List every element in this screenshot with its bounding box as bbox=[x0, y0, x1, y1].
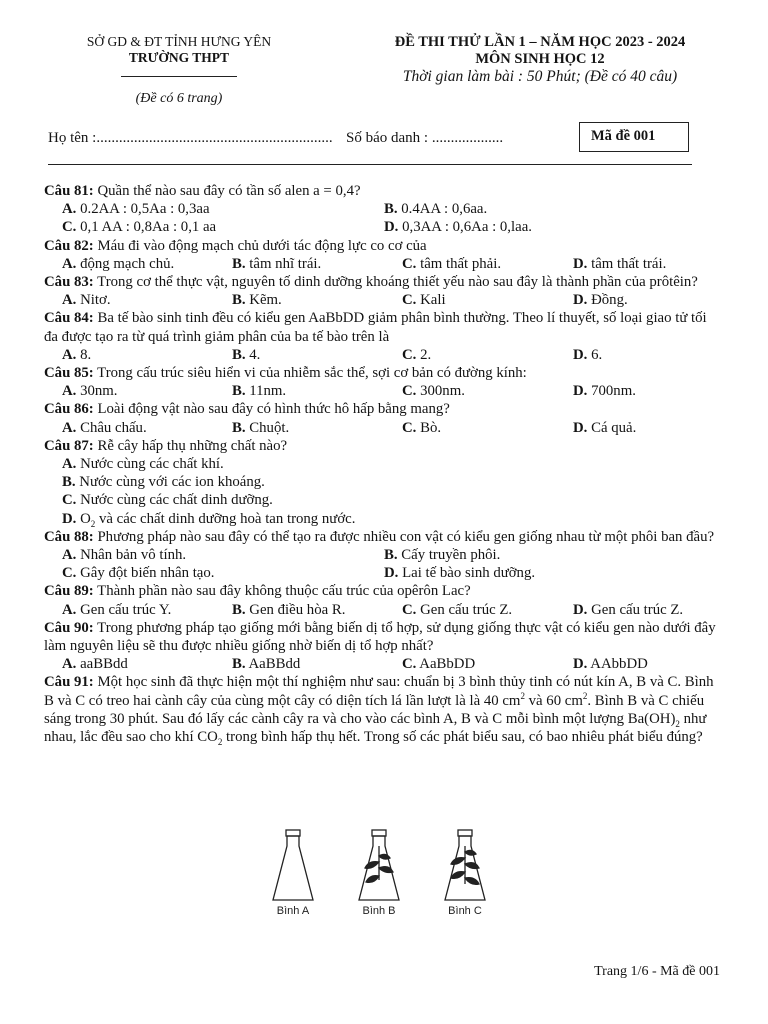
question-89: Câu 89: Thành phần nào sau đây không thuộc cấu trúc của opêrôn Lac? bbox=[44, 583, 471, 600]
option-b: B. tâm nhĩ trái. bbox=[232, 255, 322, 272]
option-d: D. 6. bbox=[573, 346, 603, 363]
option-a: A. Nhân bản vô tính. bbox=[62, 546, 187, 563]
options-86 bbox=[44, 419, 724, 437]
flasks-figure bbox=[254, 822, 524, 922]
options-81-row2 bbox=[44, 218, 724, 236]
question-86: Câu 86: Loài động vật nào sau đây có hình thức hô hấp bằng mang? bbox=[44, 401, 450, 418]
header-right bbox=[330, 34, 750, 85]
options-81-row1 bbox=[44, 200, 724, 218]
flask-a-image bbox=[273, 830, 313, 900]
options-88-row2 bbox=[44, 564, 724, 582]
flask-b-image bbox=[359, 830, 399, 900]
options-88-row1 bbox=[44, 546, 724, 564]
option-a: A. Gen cấu trúc Y. bbox=[62, 601, 172, 618]
option-c: C. 0,1 AA : 0,8Aa : 0,1 aa bbox=[62, 219, 217, 236]
flask-b-label: Bình B bbox=[362, 905, 396, 917]
option-c: C. 2. bbox=[402, 346, 432, 363]
flask-a-label: Bình A bbox=[276, 905, 310, 917]
option-a: A. 30nm. bbox=[62, 383, 118, 400]
option-a: A. aaBBdd bbox=[62, 656, 128, 673]
question-87: Câu 87: Rễ cây hấp thụ những chất nào? bbox=[44, 437, 288, 454]
time-info: Thời gian làm bài : 50 Phút; (Đề có 40 câu) bbox=[402, 68, 678, 85]
option-b: B. Chuột. bbox=[232, 419, 290, 436]
header-left bbox=[60, 34, 298, 107]
school-name: TRƯỜNG THPT bbox=[128, 50, 230, 65]
options-90 bbox=[44, 655, 724, 673]
option-d: D. Cá quả. bbox=[573, 419, 637, 436]
question-85: Câu 85: Trong cấu trúc siêu hiển vi của nhiễm sắc thể, sợi cơ bản có đường kính: bbox=[44, 364, 527, 381]
question-88: Câu 88: Phương pháp nào sau đây có thể tạo ra được nhiều con vật có kiểu gen giống nhau từ một phôi ban đầu? bbox=[44, 528, 715, 545]
options-84 bbox=[44, 346, 724, 364]
question-83: Câu 83: Trong cơ thể thực vật, nguyên tố dinh dưỡng khoáng thiết yếu nào sau đây là thành phần của prôtêin? bbox=[44, 273, 698, 290]
candidate-number-field: Số báo danh : ................... bbox=[346, 130, 504, 146]
option-c: C. AaBbDD bbox=[402, 656, 476, 673]
question-91: Câu 91: Một học sinh đã thực hiện một thí nghiệm như sau: chuẩn bị 3 bình thủy tinh có nút kín A, B và C. Bình B và C có treo hai cành cây của cùng một cây có diện tích lá lần lượt là là 40 $cm^2$ và 60 $cm^2$. Bình B và C chiếu sáng trong 30 phút. Sau đó lấy các cành cây ra và cho vào các bình A, B và C mỗi bình một lượng $Ba(OH)_2$ như nhau, lắc đều sao cho khí $CO_2$ trong bình hấp thụ hết. Trong số các phát biểu sau, có bao nhiêu phát biểu đúng? bbox=[44, 674, 714, 747]
option-b: B. 0.4AA : 0,6aa. bbox=[384, 201, 488, 218]
exam-title: ĐỀ THI THỬ LẦN 1 – NĂM HỌC 2023 - 2024 bbox=[394, 34, 686, 50]
option-a: A. Châu chấu. bbox=[62, 419, 147, 436]
options-82 bbox=[44, 255, 724, 273]
options-83 bbox=[44, 291, 724, 309]
page-footer: Trang 1/6 - Mã đề 001 bbox=[594, 964, 720, 979]
option-a: A. động mạch chủ. bbox=[62, 255, 175, 272]
option-a: A. 0.2AA : 0,5Aa : 0,3aa bbox=[62, 201, 210, 218]
option-d: D. Gen cấu trúc Z. bbox=[573, 601, 684, 618]
option-b: B. 4. bbox=[232, 346, 261, 363]
exam-code-box: Mã đề 001 bbox=[579, 122, 689, 152]
question-90: Câu 90: Trong phương pháp tạo giống mới bằng biến dị tổ hợp, sử dụng giống thực vật có kiểu gen nào dưới đây làm nguyên liệu sẽ thu được nhiều giống nhờ biến dị tổ hợp nhất? bbox=[44, 619, 716, 654]
option-d: D. Đồng. bbox=[573, 292, 628, 309]
flask-c-image bbox=[445, 830, 485, 900]
option-b: B. Gen điều hòa R. bbox=[232, 601, 346, 618]
subject: MÔN SINH HỌC 12 bbox=[475, 51, 605, 67]
option-c: C. tâm thất phải. bbox=[402, 255, 502, 272]
flask-c-label: Bình C bbox=[448, 905, 482, 917]
department: SỞ GD & ĐT TỈNH HƯNG YÊN bbox=[86, 34, 272, 49]
question-82: Câu 82: Máu đi vào động mạch chủ dưới tác động lực co cơ của bbox=[44, 237, 427, 254]
option-d: D. 0,3AA : 0,6Aa : 0,laa. bbox=[384, 219, 532, 236]
option-d: D. AAbbDD bbox=[573, 656, 648, 673]
option-d: D. $O_2$ và các chất dinh dưỡng hoà tan trong nước. bbox=[62, 510, 356, 529]
option-d: D. 700nm. bbox=[573, 383, 636, 400]
divider bbox=[48, 164, 692, 165]
option-a: A. Nitơ. bbox=[62, 292, 111, 309]
option-c: C. Kali bbox=[402, 292, 446, 309]
options-85 bbox=[44, 382, 724, 400]
option-b: B. AaBBdd bbox=[232, 656, 301, 673]
option-a: A. Nước cùng các chất khí. bbox=[62, 455, 224, 472]
option-c: C. Nước cùng các chất dinh dưỡng. bbox=[62, 492, 273, 509]
option-c: C. Gen cấu trúc Z. bbox=[402, 601, 513, 618]
option-c: C. Bò. bbox=[402, 419, 442, 436]
questions-body bbox=[44, 182, 724, 746]
option-c: C. Gây đột biến nhân tạo. bbox=[62, 565, 215, 582]
page-count: (Đề có 6 trang) bbox=[135, 91, 223, 106]
header-rule bbox=[121, 76, 237, 77]
option-b: B. Kẽm. bbox=[232, 292, 282, 309]
option-b: B. 11nm. bbox=[232, 383, 287, 400]
option-c: C. 300nm. bbox=[402, 383, 465, 400]
question-81: Câu 81: Quần thể nào sau đây có tần số alen a = 0,4? bbox=[44, 183, 361, 199]
student-id-row bbox=[48, 130, 504, 147]
option-a: A. 8. bbox=[62, 346, 92, 363]
question-84: Câu 84: Ba tế bào sinh tinh đều có kiểu gen AaBbDD giảm phân bình thường. Theo lí thuyết, số loại giao tử tối đa được tạo ra từ quá trình giảm phân của ba tế bào trên là bbox=[44, 310, 707, 345]
name-field: Họ tên :............................................................... bbox=[48, 130, 333, 146]
option-b: B. Cấy truyền phôi. bbox=[384, 546, 501, 563]
option-b: B. Nước cùng với các ion khoáng. bbox=[62, 474, 265, 491]
option-d: D. tâm thất trái. bbox=[573, 255, 667, 272]
option-d: D. Lai tế bào sinh dưỡng. bbox=[384, 565, 536, 582]
options-89 bbox=[44, 601, 724, 619]
